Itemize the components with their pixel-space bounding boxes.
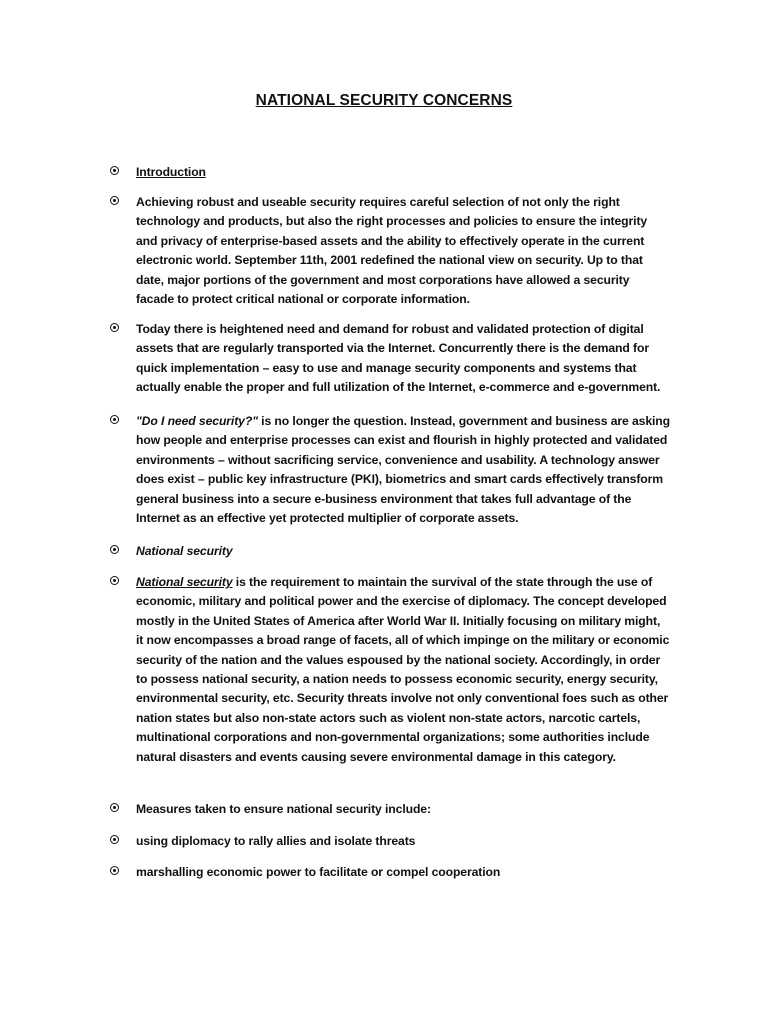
list-item [110,832,670,851]
paragraph-text: using diplomacy to rally allies and isolate threats [136,834,416,848]
bullet-icon [110,415,119,424]
list-item [110,193,670,309]
heading-introduction: Introduction [136,165,206,179]
bullet-icon [110,166,119,175]
paragraph-text: Today there is heightened need and demand for robust and validated protection of digital assets that are regularly transported via the Internet. Concurrently there is the demand for quick implementation – easy to use and manage security components and systems that actually enable the proper and full utilization of the Internet, e-commerce and e-government. [136,322,661,395]
bullet-icon [110,323,119,332]
list-item [110,573,670,767]
list-item [110,412,670,528]
paragraph-text: Achieving robust and useable security requires careful selection of not only the right technology and products, but also the right processes and policies to ensure the integrity and privacy of enterprise-based assets and the ability to effectively operate in the current electronic world. September 11th, 2001 redefined the national view on security. Up to that date, major portions of the government and most corporations have allowed a security facade to protect critical national or corporate information. [136,195,648,307]
list-item [110,163,670,182]
emphasis-question: "Do I need security?" [136,414,258,428]
list-item [110,320,670,398]
paragraph-text: Measures taken to ensure national security include: [136,802,431,816]
list-item [110,542,670,561]
term-national-security: National security [136,575,233,589]
bullet-icon [110,545,119,554]
heading-national-security: National security [136,544,233,558]
paragraph-text: marshalling economic power to facilitate or compel cooperation [136,865,501,879]
paragraph-text: is no longer the question. Instead, government and business are asking how people and enterprise processes can exist and flourish in highly protected and validated environments – without sacrificing service, convenience and usability. A technology answer does exist – public key infrastructure (PKI), biometrics and smart cards effectively transform general business into a secure e-business environment that takes full advantage of the Internet as an effective yet protected multiplier of corporate assets. [136,414,670,526]
bullet-icon [110,803,119,812]
page-title: NATIONAL SECURITY CONCERNS [255,92,513,109]
bullet-icon [110,866,119,875]
bullet-icon [110,576,119,585]
list-item [110,800,670,819]
list-item [110,863,670,882]
paragraph-text: is the requirement to maintain the survival of the state through the use of economic, military and political power and the exercise of diplomacy. The concept developed mostly in the United States of America after World War II. Initially focusing on military might, it now encompasses a broad range of facets, all of which impinge on the military or economic security of the nation and the values espoused by the national society. Accordingly, in order to possess national security, a nation needs to possess economic security, energy security, environmental security, etc. Security threats involve not only conventional foes such as other nation states but also non-state actors such as violent non-state actors, narcotic cartels, multinational corporations and non-governmental organizations; some authorities include natural disasters and events causing severe environmental damage in this category. [136,575,670,764]
bullet-icon [110,835,119,844]
bullet-icon [110,196,119,205]
